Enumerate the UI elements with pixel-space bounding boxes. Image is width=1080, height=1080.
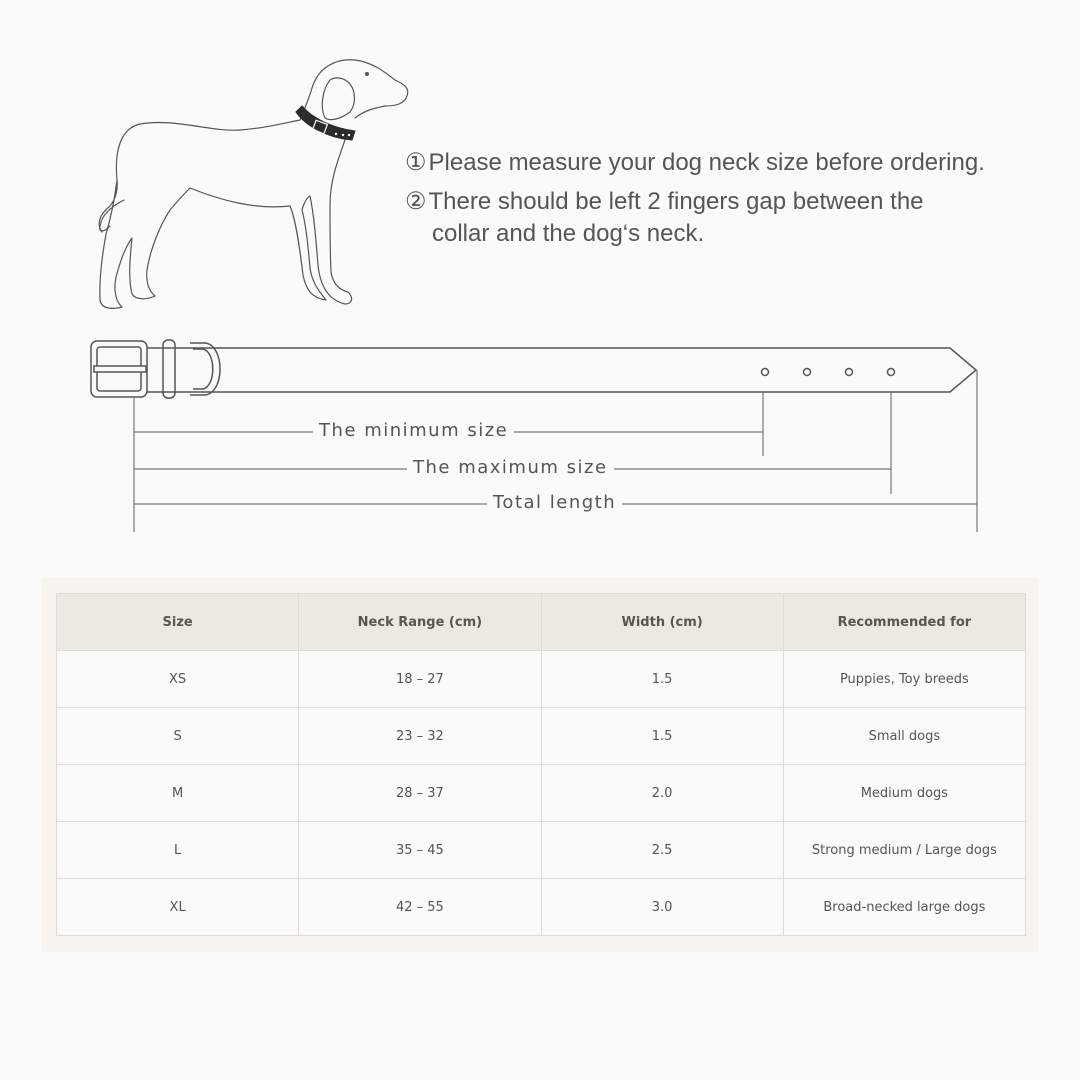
- dog-collar-icon: [296, 106, 355, 140]
- width-cell: 2.0: [541, 765, 783, 822]
- collar-hole-2: [804, 369, 811, 376]
- recommended-cell: Medium dogs: [783, 765, 1025, 822]
- table-row: [57, 651, 1026, 708]
- d-ring-icon: [190, 343, 220, 395]
- width-cell: 2.5: [541, 822, 783, 879]
- instruction-line-2-continued: collar and the dog‘s neck.: [432, 220, 705, 247]
- dog-illustration: [90, 50, 420, 315]
- minimum-size-label: The minimum size: [313, 422, 514, 440]
- table-row: [57, 879, 1026, 936]
- step-1-number: ①: [405, 149, 427, 176]
- recommended-cell: Puppies, Toy breeds: [783, 651, 1025, 708]
- instruction-line-2: [405, 188, 924, 217]
- size-cell: L: [57, 822, 299, 879]
- recommended-cell: Strong medium / Large dogs: [783, 822, 1025, 879]
- size-cell: XL: [57, 879, 299, 936]
- maximum-size-label: The maximum size: [407, 459, 614, 477]
- collar-hole-4: [888, 369, 895, 376]
- column-header-neck-range: Neck Range (cm): [299, 594, 541, 651]
- size-chart-table: [56, 593, 1026, 936]
- total-length-label: Total length: [487, 494, 622, 512]
- size-cell: XS: [57, 651, 299, 708]
- recommended-cell: Broad-necked large dogs: [783, 879, 1025, 936]
- width-cell: 3.0: [541, 879, 783, 936]
- width-cell: 1.5: [541, 651, 783, 708]
- instruction-line-1: [405, 149, 985, 178]
- instruction-2-text: There should be left 2 fingers gap between the: [428, 188, 924, 215]
- table-row: [57, 708, 1026, 765]
- instruction-1-text: Please measure your dog neck size before ordering.: [428, 149, 985, 176]
- size-cell: S: [57, 708, 299, 765]
- step-2-number: ②: [405, 188, 427, 215]
- neck-range-cell: 35 – 45: [299, 822, 541, 879]
- table-header-row: [57, 594, 1026, 651]
- table-row: [57, 765, 1026, 822]
- size-chart-panel: [41, 578, 1039, 952]
- collar-hole-3: [846, 369, 853, 376]
- column-header-size: Size: [57, 594, 299, 651]
- column-header-width: Width (cm): [541, 594, 783, 651]
- size-cell: M: [57, 765, 299, 822]
- width-cell: 1.5: [541, 708, 783, 765]
- table-row: [57, 822, 1026, 879]
- recommended-cell: Small dogs: [783, 708, 1025, 765]
- neck-range-cell: 42 – 55: [299, 879, 541, 936]
- neck-range-cell: 18 – 27: [299, 651, 541, 708]
- neck-range-cell: 23 – 32: [299, 708, 541, 765]
- neck-range-cell: 28 – 37: [299, 765, 541, 822]
- column-header-recommended: Recommended for: [783, 594, 1025, 651]
- collar-hole-1: [762, 369, 769, 376]
